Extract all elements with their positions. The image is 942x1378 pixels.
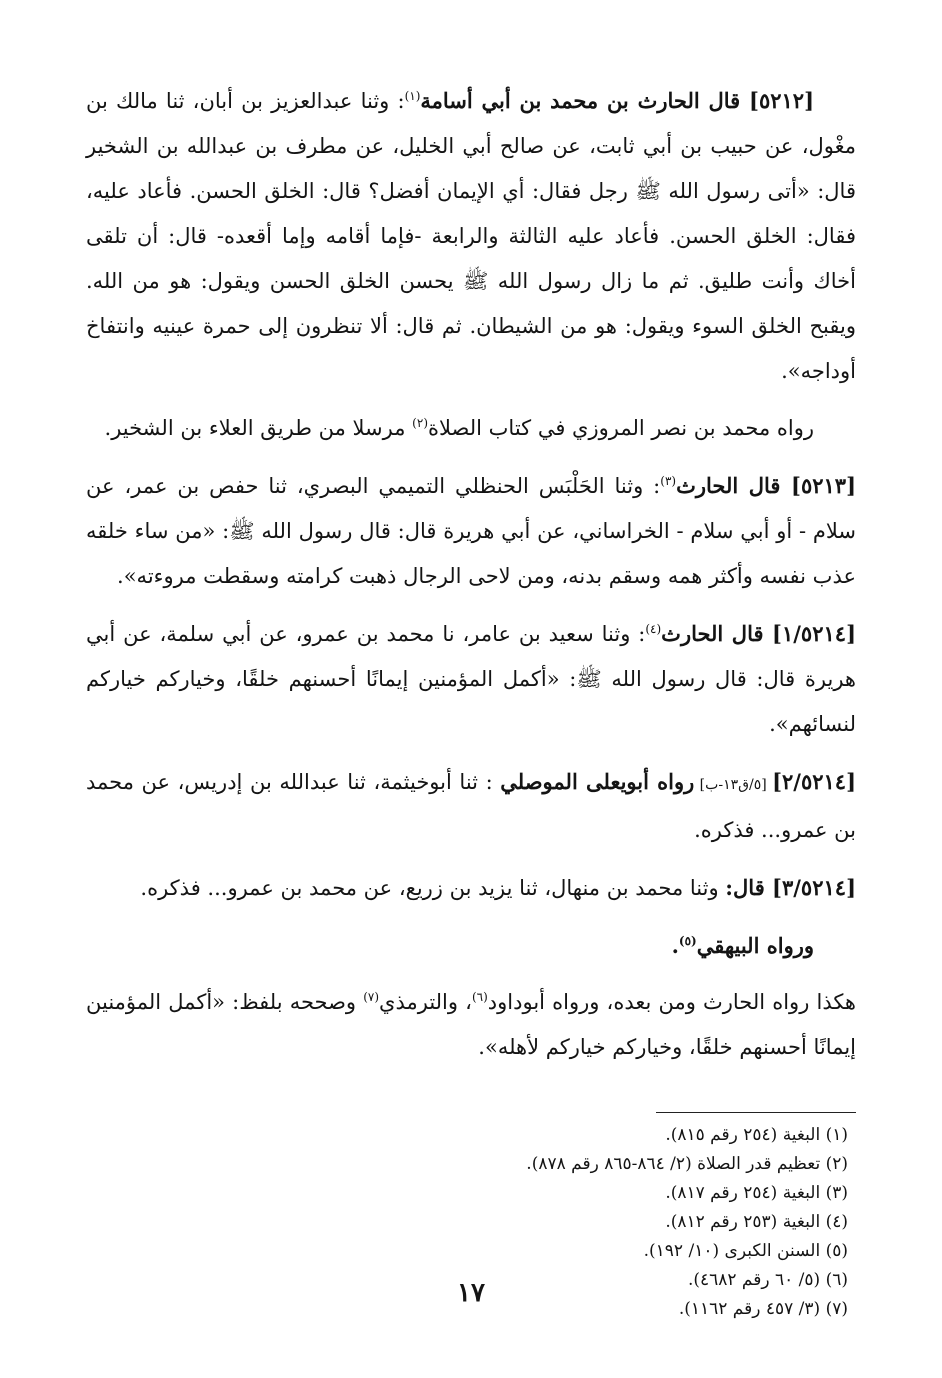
hadith-5214-3-text: وثنا محمد بن منهال، ثنا يزيد بن زريع، عن محمد بن عمرو... فذكره. <box>140 876 726 900</box>
footnote-1: (١) البغية (٢٥٤ رقم ٨١٥). <box>665 1125 848 1145</box>
footnote-ref-2[interactable]: (٢) <box>412 416 428 430</box>
closing-part-3: وصححه بلفظ: «أكمل المؤمنين إيمانًا أحسنهم خلقًا، وخياركم خياركم لأهله». <box>86 990 856 1059</box>
bayhaqi-label: ورواه البيهقي <box>696 933 814 958</box>
bayhaqi-line <box>86 923 856 968</box>
marwazi-note <box>86 406 856 451</box>
bayhaqi-end: . <box>671 933 679 958</box>
hadith-5213-heading: [٥٢١٣] قال الحارث <box>676 473 856 498</box>
footnote-2: (٢) تعظيم قدر الصلاة (٢/ ٨٦٤-٨٦٥ رقم ٨٧٨). <box>526 1154 848 1174</box>
hadith-5213 <box>86 463 856 599</box>
footnote-ref-7[interactable]: (٧) <box>363 990 380 1004</box>
hadith-5212-heading: [٥٢١٢] قال الحارث بن محمد بن أبي أسامة <box>420 88 814 113</box>
hadith-5213-text: : وثنا الحَلْبَس الحنظلي التميمي البصري، ثنا حفص بن عمر، عن سلام - أو أبي سلام - الخراساني، عن أبي هريرة قال: قال رسول الله ﷺ: «من ساء خلقه عذب نفسه وأكثر همه وسقم بدنه، ومن لاحى الرجال ذهبت كرامته وسقطت مروءته». <box>86 474 856 588</box>
hadith-5214-2-source: رواه أبويعلى الموصلي <box>500 769 695 794</box>
hadith-5214-1-heading: [١/٥٢١٤] قال الحارث <box>661 621 856 646</box>
hadith-5214-1-text: : وثنا سعيد بن عامر، نا محمد بن عمرو، عن أبي سلمة، عن أبي هريرة قال: قال رسول الله ﷺ: «أكمل المؤمنين إيمانًا أحسنهم خلقًا، وخياركم خياركم لنسائهم». <box>86 622 856 736</box>
closing-part-2: ، والترمذي <box>379 990 472 1014</box>
hadith-5214-3 <box>86 865 856 911</box>
footnote-4: (٤) البغية (٢٥٣ رقم ٨١٢). <box>665 1212 848 1232</box>
footnote-ref-1[interactable]: (١) <box>404 89 421 103</box>
hadith-5214-3-heading: [٣/٥٢١٤] قال: <box>725 875 856 900</box>
closing-paragraph <box>86 980 856 1070</box>
footnote-ref-5[interactable]: (٥) <box>678 934 697 948</box>
page-number: ١٧ <box>457 1278 485 1308</box>
footnote-separator <box>656 1112 856 1113</box>
marwazi-note-lead: رواه محمد بن نصر المروزي في كتاب الصلاة <box>428 416 814 440</box>
hadith-5212-text: : وثنا عبدالعزيز بن أبان، ثنا مالك بن مغْول، عن حبيب بن أبي ثابت، عن صالح أبي الخليل، عن مطرف بن عبدالله بن الشخير قال: «أتى رسول الله ﷺ رجل فقال: أي الإيمان أفضل؟ قال: الخلق الحسن. فأعاد عليه، فقال: الخلق الحسن. فأعاد عليه الثالثة والرابعة -فإما أقامه وإما أقعده- قال: أن تلقى أخاك وأنت طليق. ثم ما زال رسول الله ﷺ يحسن الخلق الحسن ويقول: هو من الله. ويقبح الخلق السوء ويقول: هو من الشيطان. ثم قال: ألا تنظرون إلى حمرة عينيه وانتفاخ أوداجه». <box>86 89 856 383</box>
marwazi-note-text: مرسلا من طريق العلاء بن الشخير. <box>104 416 413 440</box>
footnote-ref-6[interactable]: (٦) <box>471 990 488 1004</box>
hadith-5214-2-text: : ثنا أبوخيثمة، ثنا عبدالله بن إدريس، عن محمد بن عمرو... فذكره. <box>86 770 856 842</box>
footnote-7: (٧) (٣/ ٤٥٧ رقم ١١٦٢). <box>678 1299 848 1319</box>
hadith-5214-2 <box>86 759 856 853</box>
manuscript-folio-marker: [٥/ق١٣-ب] <box>694 777 773 793</box>
footnote-ref-3[interactable]: (٣) <box>660 474 677 488</box>
hadith-5214-2-heading: [٢/٥٢١٤] <box>772 769 857 794</box>
footnote-5: (٥) السنن الكبرى (١٠/ ١٩٢). <box>643 1241 848 1261</box>
footnote-ref-4[interactable]: (٤) <box>645 622 662 636</box>
closing-part-1: هكذا رواه الحارث ومن بعده، ورواه أبوداود <box>487 990 857 1014</box>
hadith-5214-1 <box>86 611 856 747</box>
footnote-3: (٣) البغية (٢٥٤ رقم ٨١٧). <box>665 1183 848 1203</box>
hadith-5212 <box>86 78 856 394</box>
footnote-6: (٦) (٥/ ٦٠ رقم ٤٦٨٢). <box>687 1270 848 1290</box>
